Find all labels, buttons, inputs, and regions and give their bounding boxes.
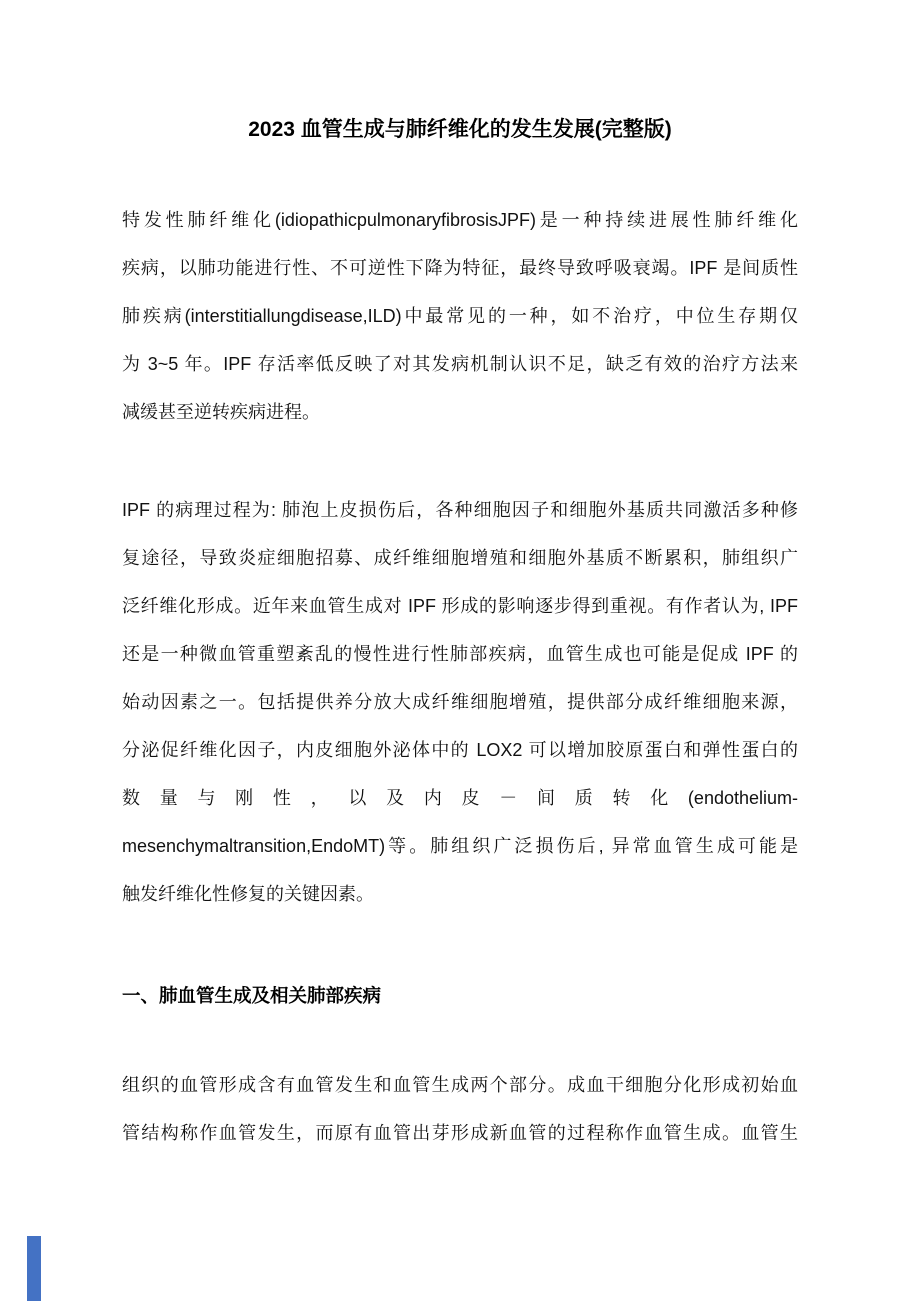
section-heading-1: 一、肺血管生成及相关肺部疾病 <box>122 985 382 1006</box>
text-line: 为 3~5 年。IPF 存活率低反映了对其发病机制认识不足，缺乏有效的治疗方法来 <box>122 354 798 374</box>
text-line: 触发纤维化性修复的关键因素。 <box>122 884 374 904</box>
text-line: 特发性肺纤维化(idiopathicpulmonaryfibrosisJPF)是一种持续进展性肺纤维化 <box>122 210 798 230</box>
text-line: 复途径，导致炎症细胞招募、成纤维细胞增殖和细胞外基质不断累积，肺组织广 <box>122 548 798 568</box>
paragraph-intro <box>122 196 798 436</box>
text-line: 肺疾病(interstitiallungdisease,ILD)中最常见的一种，如不治疗，中位生存期仅 <box>122 306 798 326</box>
text-line: 管结构称作血管发生，而原有血管出芽形成新血管的过程称作血管生成。血管生 <box>122 1123 798 1143</box>
text-line: 减缓甚至逆转疾病进程。 <box>122 402 320 422</box>
text-line: 疾病，以肺功能进行性、不可逆性下降为特征，最终导致呼吸衰竭。IPF 是间质性 <box>122 258 798 278</box>
page-edge-blue-marker <box>27 1236 41 1301</box>
paragraph-pathology <box>122 486 798 918</box>
paragraph-angiogenesis <box>122 1061 798 1157</box>
text-line: 组织的血管形成含有血管发生和血管生成两个部分。成血干细胞分化形成初始血 <box>122 1075 798 1095</box>
text-line: IPF 的病理过程为: 肺泡上皮损伤后，各种细胞因子和细胞外基质共同激活多种修 <box>122 500 798 520</box>
text-line: mesenchymaltransition,EndoMT)等。肺组织广泛损伤后, 异常血管生成可能是 <box>122 836 798 856</box>
text-line: 分泌促纤维化因子，内皮细胞外泌体中的 LOX2 可以增加胶原蛋白和弹性蛋白的 <box>122 740 798 760</box>
text-line: 泛纤维化形成。近年来血管生成对 IPF 形成的影响逐步得到重视。有作者认为, IPF <box>122 596 798 616</box>
text-line: 还是一种微血管重塑紊乱的慢性进行性肺部疾病，血管生成也可能是促成 IPF 的 <box>122 644 798 664</box>
text-line: 数量与刚性，以及内皮－间质转化(endothelium- <box>122 788 798 808</box>
text-line: 始动因素之一。包括提供养分放大成纤维细胞增殖，提供部分成纤维细胞来源， <box>122 692 798 712</box>
document-title: 2023 血管生成与肺纤维化的发生发展(完整版) <box>248 118 672 141</box>
